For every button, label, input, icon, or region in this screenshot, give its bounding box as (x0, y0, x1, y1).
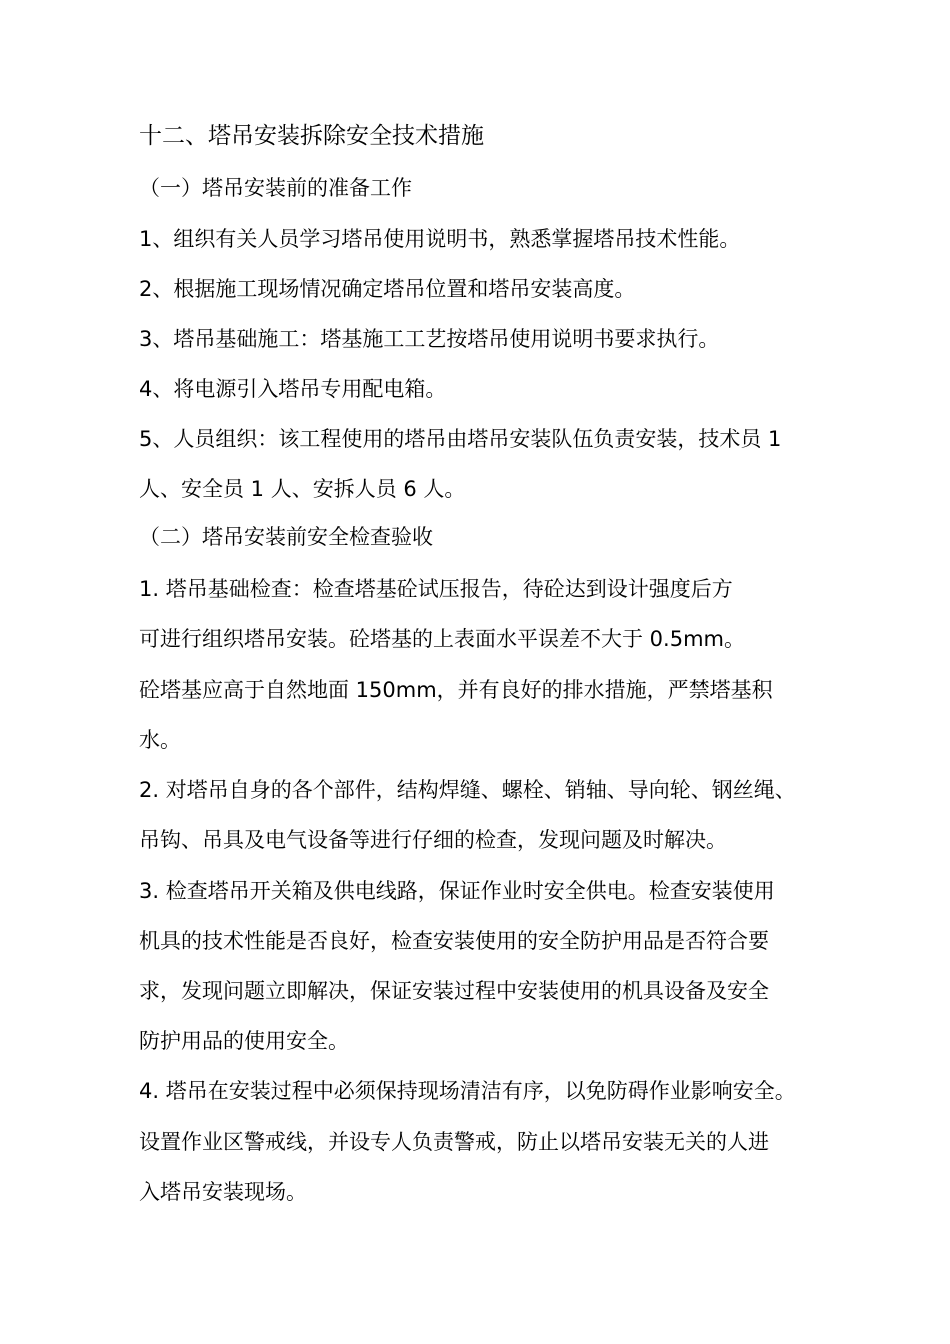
paragraph-line: 吊钩、吊具及电气设备等进行仔细的检查，发现问题及时解决。 (139, 828, 727, 852)
paragraph-line: 砼塔基应高于自然地面 150mm，并有良好的排水措施，严禁塔基积 (139, 678, 773, 702)
paragraph-line: 设置作业区警戒线，并设专人负责警戒，防止以塔吊安装无关的人进 (139, 1130, 769, 1154)
paragraph-line: 4. 塔吊在安装过程中必须保持现场清洁有序，以免防碍作业影响安全。 (139, 1079, 796, 1103)
section-heading-1: （一）塔吊安装前的准备工作 (139, 176, 412, 200)
paragraph-line: 求，发现问题立即解决，保证安装过程中安装使用的机具设备及安全 (139, 979, 769, 1003)
paragraph-line: 机具的技术性能是否良好，检查安装使用的安全防护用品是否符合要 (139, 929, 769, 953)
paragraph-line: 5、人员组织：该工程使用的塔吊由塔吊安装队伍负责安装，技术员 1 (139, 427, 782, 451)
document-title: 十二、塔吊安装拆除安全技术措施 (139, 123, 484, 149)
paragraph-line: 2、根据施工现场情况确定塔吊位置和塔吊安装高度。 (139, 277, 636, 301)
paragraph-line: 1. 塔吊基础检查：检查塔基砼试压报告，待砼达到设计强度后方 (139, 577, 733, 601)
paragraph-line: 可进行组织塔吊安装。砼塔基的上表面水平误差不大于 0.5mm。 (139, 627, 745, 651)
section-heading-2: （二）塔吊安装前安全检查验收 (139, 525, 433, 549)
paragraph-line: 3. 检查塔吊开关箱及供电线路，保证作业时安全供电。检查安装使用 (139, 879, 775, 903)
paragraph-line: 3、塔吊基础施工：塔基施工工艺按塔吊使用说明书要求执行。 (139, 327, 720, 351)
paragraph-line: 1、组织有关人员学习塔吊使用说明书，熟悉掌握塔吊技术性能。 (139, 227, 741, 251)
paragraph-line: 4、将电源引入塔吊专用配电箱。 (139, 377, 447, 401)
paragraph-line: 人、安全员 1 人、安拆人员 6 人。 (139, 477, 466, 501)
paragraph-line: 入塔吊安装现场。 (139, 1180, 307, 1204)
paragraph-line: 防护用品的使用安全。 (139, 1029, 349, 1053)
paragraph-line: 2. 对塔吊自身的各个部件，结构焊缝、螺栓、销轴、导向轮、钢丝绳、 (139, 778, 796, 802)
paragraph-line: 水。 (139, 728, 181, 752)
